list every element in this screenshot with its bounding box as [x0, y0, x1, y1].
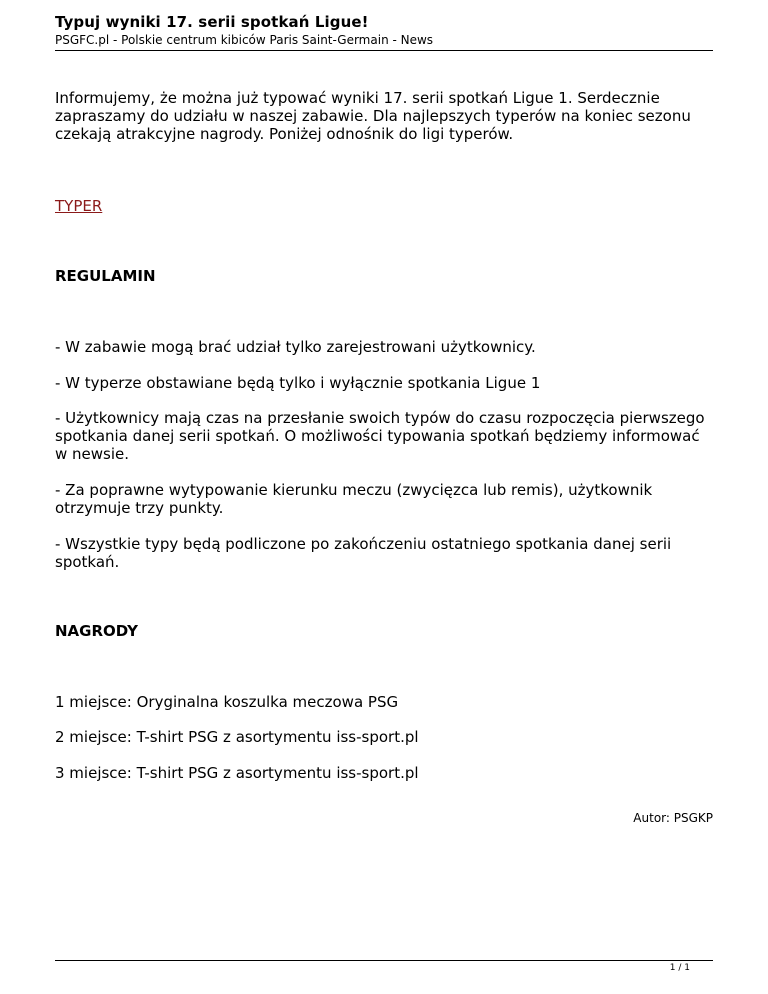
- rules-heading: REGULAMIN: [55, 267, 156, 285]
- page-subtitle: PSGFC.pl - Polskie centrum kibiców Paris Saint-Germain - News: [55, 33, 434, 47]
- header-divider: [55, 50, 713, 51]
- prize-item: 1 miejsce: Oryginalna koszulka meczowa PSG: [55, 693, 399, 711]
- rule-item: - W zabawie mogą brać udział tylko zarejestrowani użytkownicy.: [55, 338, 536, 356]
- typer-link[interactable]: TYPER: [55, 197, 103, 215]
- rule-item: - Użytkownicy mają czas na przesłanie swoich typów do czasu rozpoczęcia pierwszego spotkania danej serii spotkań. O możliwości typowania spotkań będziemy informować w newsie.: [55, 409, 705, 463]
- article-author: Autor: PSGKP: [633, 811, 713, 825]
- rule-item: - Wszystkie typy będą podliczone po zakończeniu ostatniego spotkania danej serii spotkań.: [55, 535, 672, 571]
- rule-item: - W typerze obstawiane będą tylko i wyłącznie spotkania Ligue 1: [55, 374, 541, 392]
- page-number: 1 / 1: [669, 963, 690, 973]
- page-header: [55, 12, 713, 48]
- rule-item: - Za poprawne wytypowanie kierunku meczu (zwycięzca lub remis), użytkownik otrzymuje trzy punkty.: [55, 481, 653, 517]
- page-title: Typuj wyniki 17. serii spotkań Ligue!: [55, 13, 369, 31]
- prize-item: 3 miejsce: T-shirt PSG z asortymentu iss-sport.pl: [55, 764, 419, 782]
- article-intro: Informujemy, że można już typować wyniki 17. serii spotkań Ligue 1. Serdecznie zapraszamy do udziału w naszej zabawie. Dla najlepszych typerów na koniec sezonu czekają atrakcyjne nagrody. Poniżej odnośnik do ligi typerów.: [55, 89, 691, 143]
- prize-item: 2 miejsce: T-shirt PSG z asortymentu iss-sport.pl: [55, 728, 419, 746]
- article-body: [55, 89, 715, 782]
- footer-divider: [55, 960, 713, 961]
- prizes-heading: NAGRODY: [55, 622, 138, 640]
